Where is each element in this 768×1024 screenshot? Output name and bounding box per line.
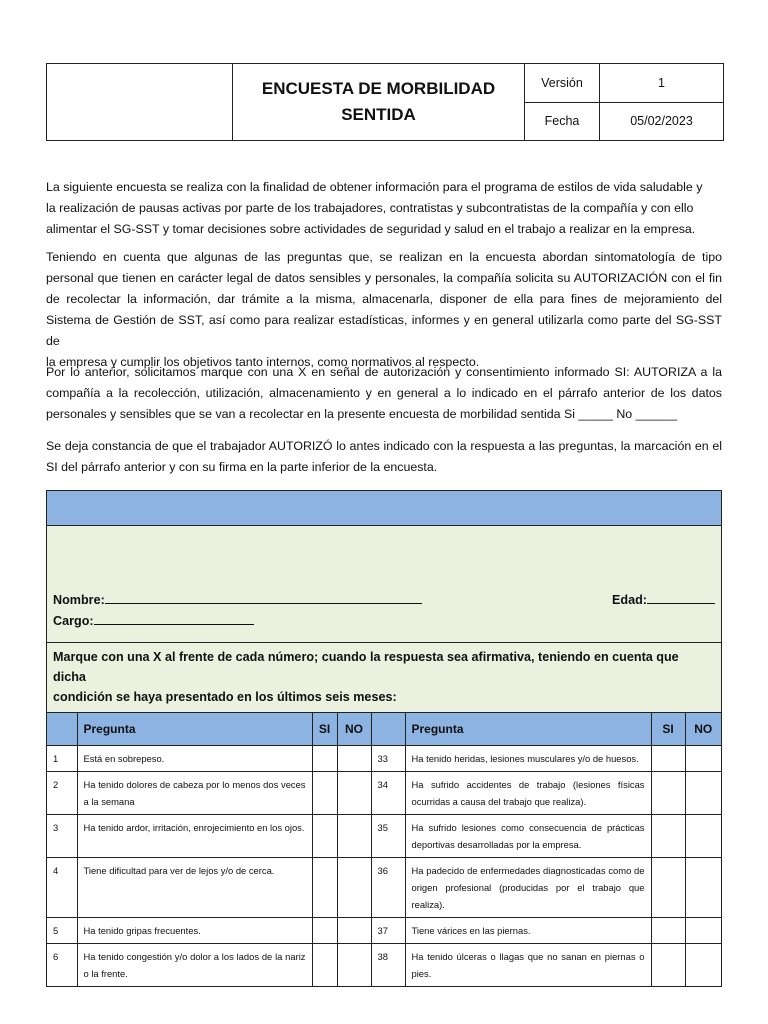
auth-line: Sistema de Gestión de SST, así como para realizar estadísticas, informes y en general utilizarla como parte del SG-SST de (46, 313, 722, 348)
instructions: Marque con una X al frente de cada número; cuando la respuesta sea afirmativa, teniendo en cuenta que dicha condición se haya presentado en los últimos seis meses: (47, 642, 721, 713)
consent-line: Por lo anterior, solicitamos marque con una X en señal de autorización y consentimiento informado SI: AUTORIZA a la (46, 365, 722, 379)
version-label: Versión (525, 64, 600, 103)
right-yes-checkbox[interactable] (651, 858, 685, 918)
right-question-text: Ha sufrido lesiones como consecuencia de prácticas deportivas desarrolladas por la empresa. (405, 815, 651, 858)
right-question-text: Ha sufrido accidentes de trabajo (lesiones físicas ocurridas a causa del trabajo que realiza). (405, 772, 651, 815)
table-row (47, 746, 721, 772)
auth-line: la empresa y cumplir los objetivos tanto internos, como normativos al respecto. (46, 355, 480, 369)
table-row (47, 772, 721, 815)
survey-form (46, 490, 722, 987)
auth-line: personal que tienen en carácter legal de datos sensibles y personales, la compañía solicita su AUTORIZACIÓN con el fin (46, 271, 722, 285)
document-header (46, 63, 724, 141)
left-yes-checkbox[interactable] (312, 918, 337, 944)
name-blank[interactable] (105, 592, 422, 604)
logo-cell (47, 64, 233, 141)
right-no-checkbox[interactable] (685, 772, 721, 815)
left-no-checkbox[interactable] (337, 918, 371, 944)
right-yes-checkbox[interactable] (651, 815, 685, 858)
col-question-right: Pregunta (405, 713, 651, 746)
age-field[interactable]: Edad: (612, 592, 715, 607)
col-no-right: NO (685, 713, 721, 746)
document-title (233, 64, 525, 141)
table-row (47, 815, 721, 858)
position-field[interactable]: Cargo: (53, 613, 254, 628)
right-question-number: 35 (371, 815, 405, 858)
left-yes-checkbox[interactable] (312, 815, 337, 858)
left-question-number: 6 (47, 944, 77, 987)
left-yes-checkbox[interactable] (312, 858, 337, 918)
intro-line: la realización de pausas activas por parte de los trabajadores, contratistas y subcontratistas de la compañía y con ello (46, 201, 694, 215)
position-blank[interactable] (94, 613, 254, 625)
record-paragraph (46, 436, 722, 478)
right-question-text: Ha tenido heridas, lesiones musculares y/o de huesos. (405, 746, 651, 772)
right-no-checkbox[interactable] (685, 918, 721, 944)
left-no-checkbox[interactable] (337, 944, 371, 987)
consent-line: compañía a la recolección, utilización, almacenamiento y en general a lo indicado en el párrafo anterior de los datos (46, 386, 722, 400)
questions-table (47, 713, 721, 986)
left-question-text: Tiene dificultad para ver de lejos y/o de cerca. (77, 858, 312, 918)
authorization-paragraph (46, 247, 722, 373)
auth-line: Teniendo en cuenta que algunas de las preguntas que, se realizan en la encuesta abordan sintomatología de tipo (46, 250, 722, 264)
left-question-number: 2 (47, 772, 77, 815)
title-line-1: ENCUESTA DE MORBILIDAD (261, 79, 496, 98)
name-field[interactable]: Nombre: (53, 592, 422, 607)
right-yes-checkbox[interactable] (651, 918, 685, 944)
right-no-checkbox[interactable] (685, 858, 721, 918)
left-question-text: Ha tenido gripas frecuentes. (77, 918, 312, 944)
right-question-text: Ha tenido úlceras o llagas que no sanan en piernas o pies. (405, 944, 651, 987)
left-question-text: Ha tenido congestión y/o dolor a los lados de la nariz o la frente. (77, 944, 312, 987)
consent-line: personales y sensibles que se van a recolectar en la presente encuesta de morbilidad sentida Si _____ No ______ (46, 407, 677, 421)
right-question-number: 38 (371, 944, 405, 987)
left-yes-checkbox[interactable] (312, 944, 337, 987)
right-no-checkbox[interactable] (685, 944, 721, 987)
right-question-number: 33 (371, 746, 405, 772)
right-question-number: 34 (371, 772, 405, 815)
date-label: Fecha (525, 102, 600, 141)
col-no-left: NO (337, 713, 371, 746)
table-row (47, 944, 721, 987)
left-question-number: 3 (47, 815, 77, 858)
right-question-text: Ha padecido de enfermedades diagnosticadas como de origen profesional (producidas por el trabajo que realiza). (405, 858, 651, 918)
age-blank[interactable] (647, 592, 715, 604)
record-line: Se deja constancia de que el trabajador AUTORIZÓ lo antes indicado con la respuesta a las preguntas, la marcación en el (46, 439, 722, 453)
col-yes-left: SI (312, 713, 337, 746)
table-row (47, 918, 721, 944)
left-question-text: Ha tenido dolores de cabeza por lo menos dos veces a la semana (77, 772, 312, 815)
right-yes-checkbox[interactable] (651, 944, 685, 987)
title-line-2: SENTIDA (341, 105, 416, 124)
left-question-text: Ha tenido ardor, irritación, enrojecimiento en los ojos. (77, 815, 312, 858)
table-row (47, 858, 721, 918)
left-no-checkbox[interactable] (337, 858, 371, 918)
left-no-checkbox[interactable] (337, 815, 371, 858)
right-question-text: Tiene várices en las piernas. (405, 918, 651, 944)
left-question-number: 1 (47, 746, 77, 772)
right-yes-checkbox[interactable] (651, 746, 685, 772)
col-question-left: Pregunta (77, 713, 312, 746)
auth-line: de recolectar la información, dar trámite a la misma, almacenarla, disponer de ella para fines de mejoramiento del (46, 292, 722, 306)
left-no-checkbox[interactable] (337, 746, 371, 772)
col-yes-right: SI (651, 713, 685, 746)
col-number-right (371, 713, 405, 746)
record-line: SI del párrafo anterior y con su firma en la parte inferior de la encuesta. (46, 460, 438, 474)
left-yes-checkbox[interactable] (312, 746, 337, 772)
form-header-bar (47, 491, 721, 526)
left-question-text: Está en sobrepeso. (77, 746, 312, 772)
col-number-left (47, 713, 77, 746)
left-no-checkbox[interactable] (337, 772, 371, 815)
left-yes-checkbox[interactable] (312, 772, 337, 815)
right-question-number: 37 (371, 918, 405, 944)
intro-line: La siguiente encuesta se realiza con la finalidad de obtener información para el programa de estilos de vida saludable y (46, 180, 703, 194)
date-value: 05/02/2023 (600, 102, 724, 141)
right-yes-checkbox[interactable] (651, 772, 685, 815)
version-value: 1 (600, 64, 724, 103)
left-question-number: 4 (47, 858, 77, 918)
intro-paragraph (46, 177, 722, 240)
left-question-number: 5 (47, 918, 77, 944)
consent-paragraph (46, 362, 722, 425)
right-question-number: 36 (371, 858, 405, 918)
intro-line: alimentar el SG-SST y tomar decisiones sobre actividades de seguridad y salud en el trabajo a realizar en la empresa. (46, 222, 696, 236)
right-no-checkbox[interactable] (685, 815, 721, 858)
right-no-checkbox[interactable] (685, 746, 721, 772)
